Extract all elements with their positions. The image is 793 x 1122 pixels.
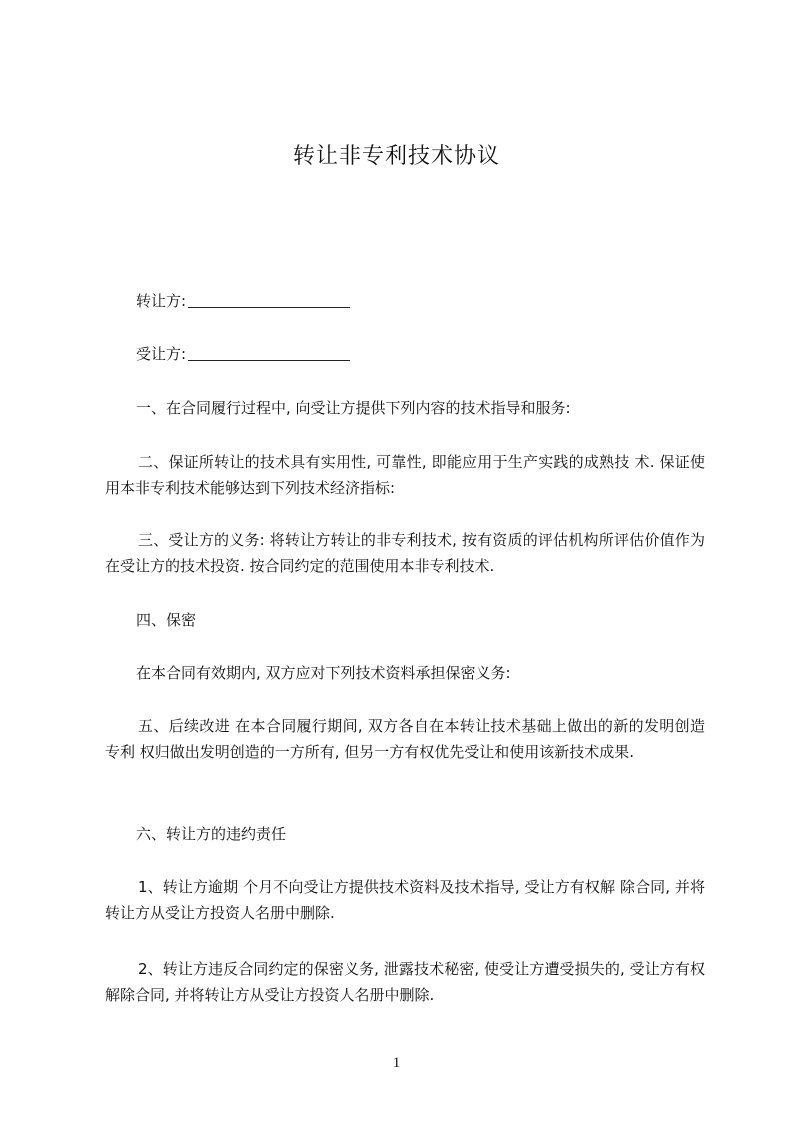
clause-4-heading: 四、保密 [136,611,197,629]
clause-3: 三、受让方的义务: 将转让方转让的非专利技术, 按有资质的评估机构所评估价值作为在受让方的技术投资. 按合同约定的范围使用本非专利技术. [105,531,705,575]
clause-6-item-2: 2、转让方违反合同约定的保密义务, 泄露技术秘密, 使受让方遭受损失的, 受让方有权解除合同, 并将转让方从受让方投资人名册中删除. [105,960,705,1004]
clause-6-heading: 六、转让方的违约责任 [136,825,287,843]
clause-6-item-1: 1、转让方逾期 个月不向受让方提供技术资料及技术指导, 受让方有权解 除合同, 并将转让方从受让方投资人名册中删除. [105,878,705,922]
clause-4-body: 在本合同有效期内, 双方应对下列技术资料承担保密义务: [136,664,511,682]
clause-1: 一、在合同履行过程中, 向受让方提供下列内容的技术指导和服务: [136,399,571,417]
transferor-label: 转让方: [136,292,187,310]
transferor-line [136,288,350,314]
document-title: 转让非专利技术协议 [292,144,500,169]
clause-5: 五、后续改进 在本合同履行期间, 双方各自在本转让技术基础上做出的新的发明创造专利 权归做出发明创造的一方所有, 但另一方有权优先受让和使用该新技术成果. [105,717,705,761]
clause-2: 二、保证所转让的技术具有实用性, 可靠性, 即能应用于生产实践的成熟技 术. 保证使用本非专利技术能够达到下列技术经济指标: [105,453,705,497]
transferee-blank [188,344,350,361]
transferor-blank [188,291,350,308]
transferee-line [136,341,350,367]
page-number: 1 [392,1055,401,1071]
transferee-label: 受让方: [136,345,187,363]
